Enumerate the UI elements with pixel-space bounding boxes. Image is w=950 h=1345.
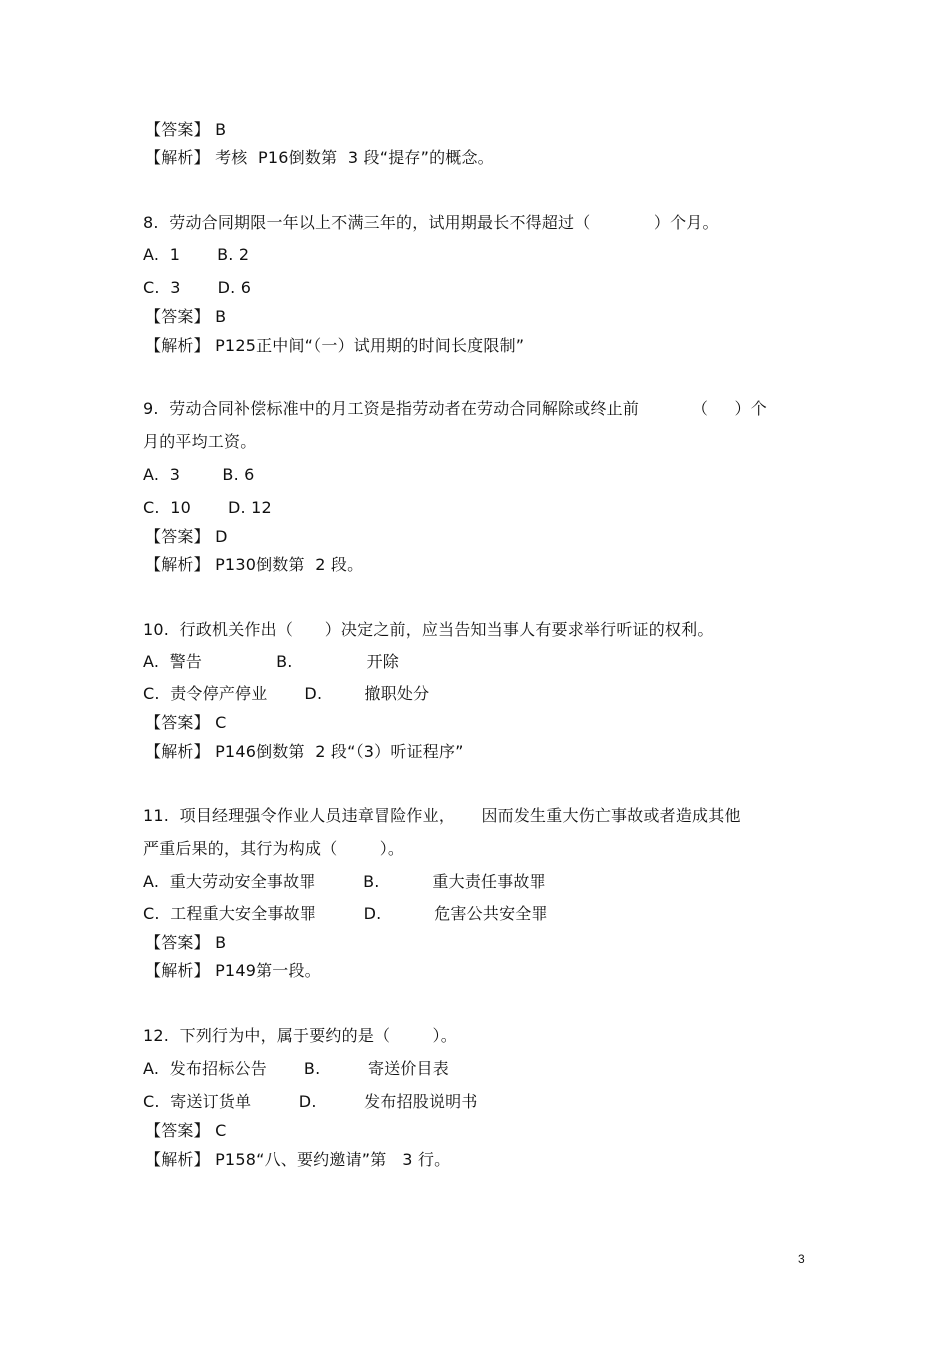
options-row-2: C. 寄送订货单 D. 发布招股说明书 xyxy=(143,1092,478,1111)
answer-line: 【答案】 D xyxy=(145,527,228,546)
options-row-1: A. 1 B. 2 xyxy=(143,245,250,264)
options-row-1: A. 发布招标公告 B. 寄送价目表 xyxy=(143,1059,449,1078)
explanation-line: 【解析】 P130倒数第 2 段。 xyxy=(145,555,364,574)
answer-line: 【答案】 B xyxy=(145,120,227,139)
explanation-line: 【解析】 P146倒数第 2 段“（3）听证程序” xyxy=(145,742,464,761)
page-number: 3 xyxy=(798,1252,805,1266)
question-text: 10. 行政机关作出（ ）决定之前，应当告知当事人有要求举行听证的权利。 xyxy=(143,620,714,639)
explanation-line: 【解析】 P149第一段。 xyxy=(145,961,321,980)
question-text-cont: 月的平均工资。 xyxy=(143,432,257,451)
answer-line: 【答案】 C xyxy=(145,1121,227,1140)
question-text: 8. 劳动合同期限一年以上不满三年的，试用期最长不得超过（ ）个月。 xyxy=(143,213,719,232)
options-row-1: A. 警告 B. 开除 xyxy=(143,652,399,671)
answer-line: 【答案】 B xyxy=(145,307,227,326)
explanation-line: 【解析】 P125正中间“（一）试用期的时间长度限制” xyxy=(145,336,525,355)
explanation-line: 【解析】 考核 P16倒数第 3 段“提存”的概念。 xyxy=(145,148,494,167)
options-row-2: C. 3 D. 6 xyxy=(143,278,252,297)
answer-line: 【答案】 B xyxy=(145,933,227,952)
options-row-1: A. 重大劳动安全事故罪 B. 重大责任事故罪 xyxy=(143,872,546,891)
options-row-1: A. 3 B. 6 xyxy=(143,465,255,484)
question-text: 9. 劳动合同补偿标准中的月工资是指劳动者在劳动合同解除或终止前 （ ）个 xyxy=(143,399,767,418)
options-row-2: C. 工程重大安全事故罪 D. 危害公共安全罪 xyxy=(143,904,548,923)
answer-line: 【答案】 C xyxy=(145,713,227,732)
question-text-cont: 严重后果的，其行为构成（ ）。 xyxy=(143,839,405,858)
options-row-2: C. 10 D. 12 xyxy=(143,498,272,517)
explanation-line: 【解析】 P158“八、要约邀请”第 3 行。 xyxy=(145,1150,451,1169)
question-text: 11. 项目经理强令作业人员违章冒险作业， 因而发生重大伤亡事故或者造成其他 xyxy=(143,806,741,825)
options-row-2: C. 责令停产停业 D. 撤职处分 xyxy=(143,684,430,703)
question-text: 12. 下列行为中，属于要约的是（ ）。 xyxy=(143,1026,457,1045)
